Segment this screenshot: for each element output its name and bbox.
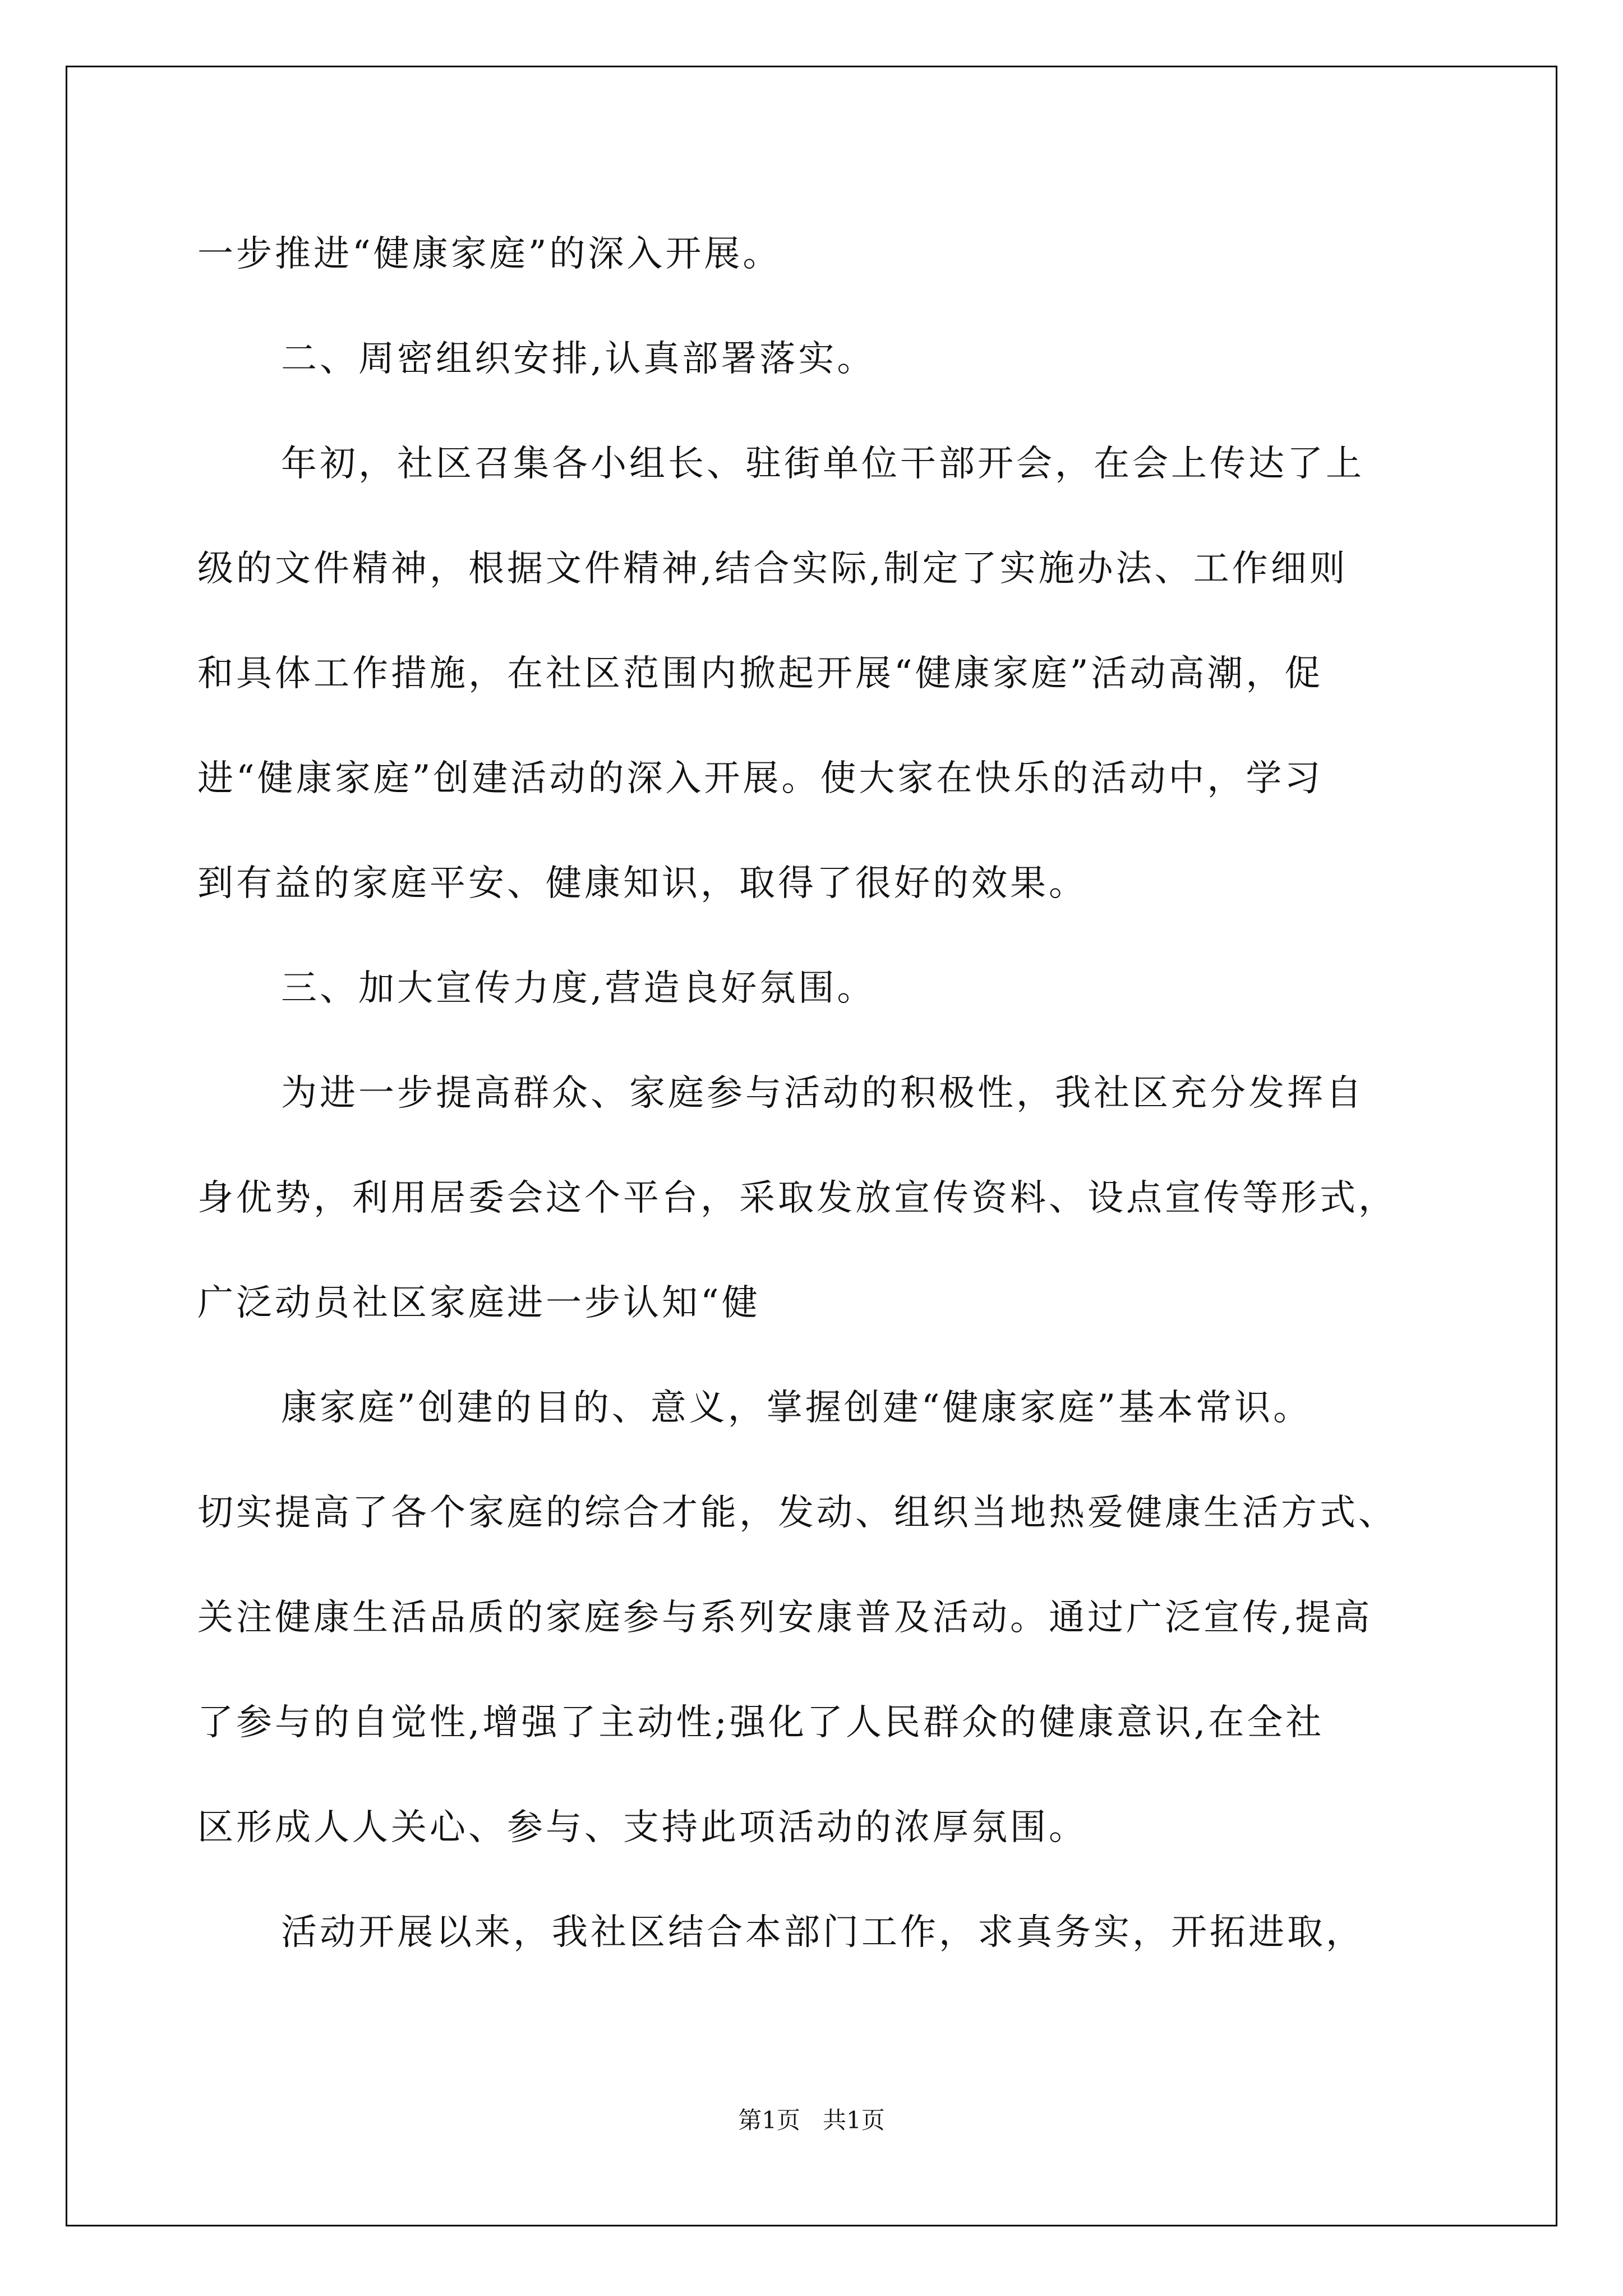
text-line: 切实提高了各个家庭的综合才能，发动、组织当地热爱健康生活方式、 xyxy=(197,1492,1397,1534)
text-line: 广泛动员社区家庭进一步认知“健 xyxy=(197,1282,760,1324)
section-heading: 二、周密组织安排,认真部署落实。 xyxy=(281,338,876,380)
text-line: 活动开展以来，我社区结合本部门工作，求真务实，开拓进取， xyxy=(281,1912,1364,1953)
text-line: 康家庭”创建的目的、意义，掌握创建“健康家庭”基本常识。 xyxy=(281,1387,1312,1429)
text-line: 关注健康生活品质的家庭参与系列安康普及活动。通过广泛宣传,提高 xyxy=(197,1597,1373,1639)
text-line: 和具体工作措施，在社区范围内掀起开展“健康家庭”活动高潮，促 xyxy=(197,653,1324,694)
text-line: 区形成人人关心、参与、支持此项活动的浓厚氛围。 xyxy=(197,1807,1087,1848)
text-line: 了参与的自觉性,增强了主动性;强化了人民群众的健康意识,在全社 xyxy=(197,1702,1325,1743)
page-number-footer: 第1页 共1页 xyxy=(738,2106,885,2134)
section-heading: 三、加大宣传力度,营造良好氛围。 xyxy=(281,968,876,1009)
text-line: 一步推进“健康家庭”的深入开展。 xyxy=(197,233,782,275)
page-border xyxy=(66,66,1557,2226)
text-line: 为进一步提高群众、家庭参与活动的积极性，我社区充分发挥自 xyxy=(281,1073,1364,1114)
text-line: 进“健康家庭”创建活动的深入开展。使大家在快乐的活动中，学习 xyxy=(197,758,1324,799)
text-line: 到有益的家庭平安、健康知识，取得了很好的效果。 xyxy=(197,863,1087,904)
text-line: 级的文件精神，根据文件精神,结合实际,制定了实施办法、工作细则 xyxy=(197,548,1348,590)
text-line: 年初，社区召集各小组长、驻街单位干部开会，在会上传达了上 xyxy=(281,443,1364,485)
text-line: 身优势，利用居委会这个平台，采取发放宣传资料、设点宣传等形式， xyxy=(197,1177,1397,1219)
